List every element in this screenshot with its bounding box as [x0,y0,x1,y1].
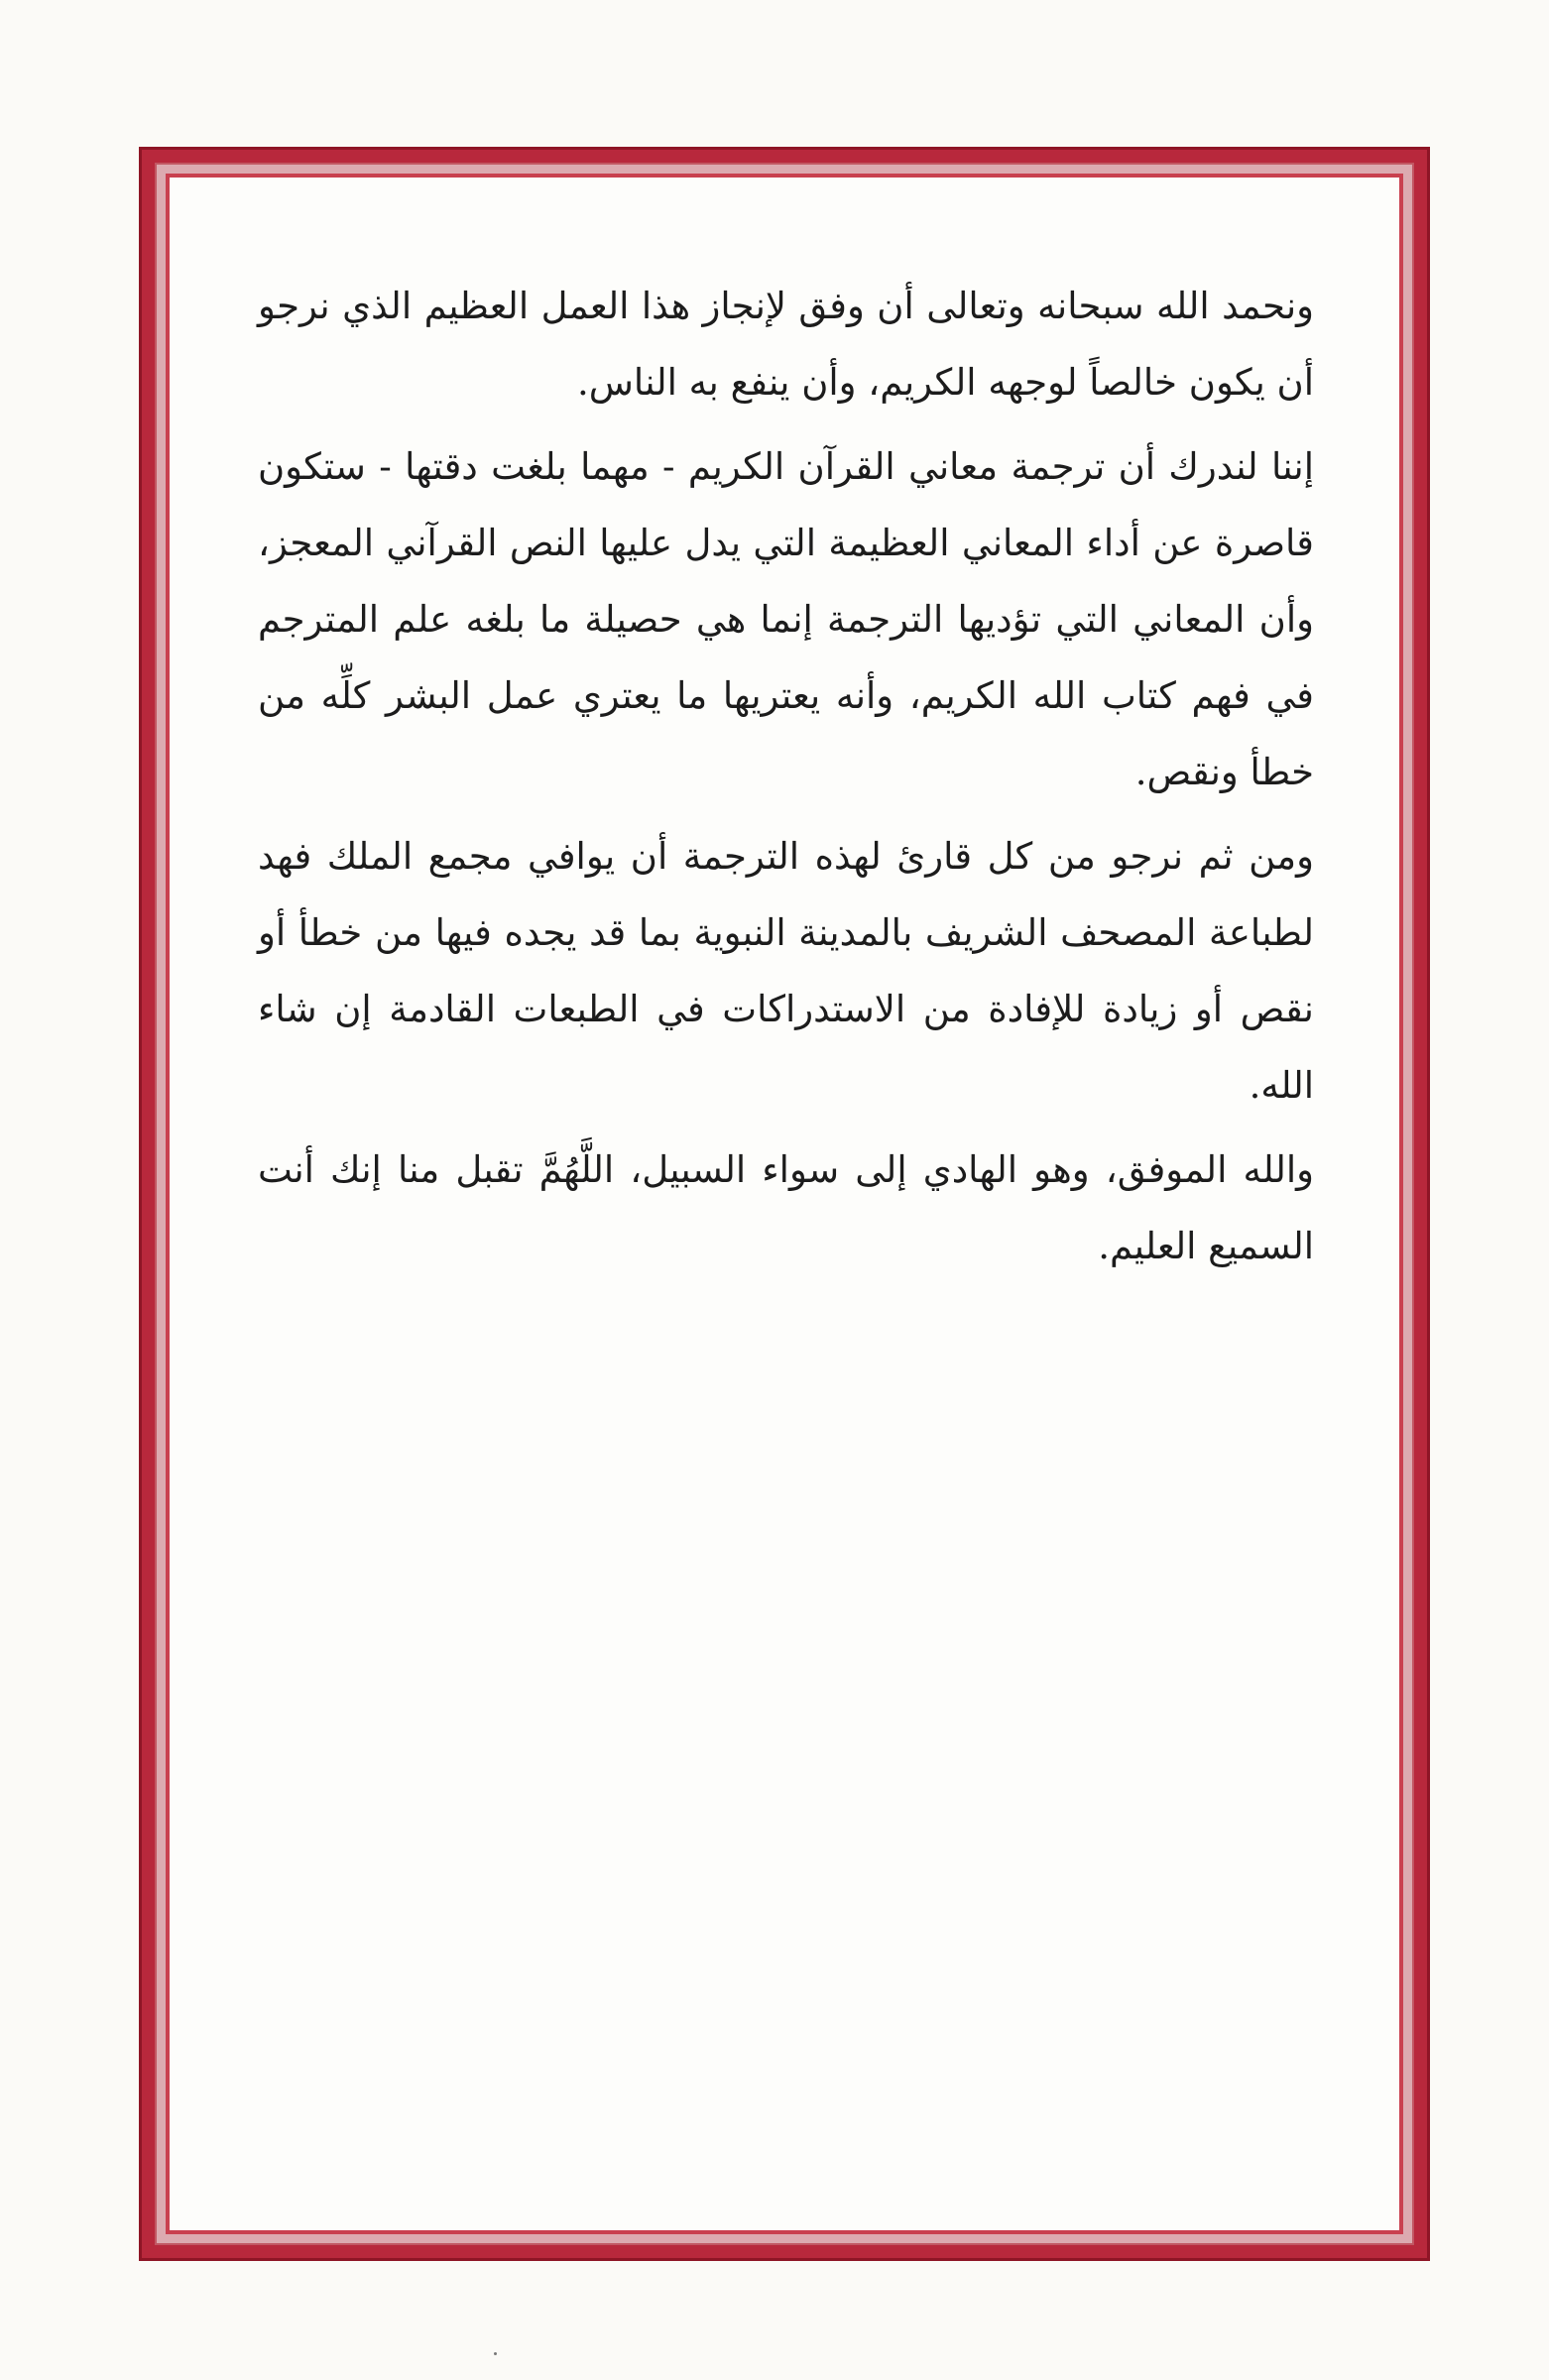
body-text [258,268,1314,1292]
paragraph-praise: ونحمد الله سبحانه وتعالى أن وفق لإنجاز هذا العمل العظيم الذي نرجو أن يكون خالصاً لوجهه الكريم، وأن ينفع به الناس. [258,285,1314,404]
paragraph-closing-prayer: والله الموفق، وهو الهادي إلى سواء السبيل، اللَّهُمَّ تقبل منا إنك أنت السميع العليم. [258,1148,1314,1267]
paragraph-request-feedback: ومن ثم نرجو من كل قارئ لهذه الترجمة أن يوافي مجمع الملك فهد لطباعة المصحف الشريف بالمدينة النبوية بما قد يجده فيها من خطأ أو نقص أو زيادة للإفادة من الاستدراكات في الطبعات القادمة إن شاء الله. [258,835,1314,1107]
print-speck [494,2352,497,2355]
paragraph-translation-limits: إننا لندرك أن ترجمة معاني القرآن الكريم - مهما بلغت دقتها - ستكون قاصرة عن أداء المعاني العظيمة التي يدل عليها النص القرآني المعجز، وأن المعاني التي تؤديها الترجمة إنما هي حصيلة ما بلغه علم المترجم في فهم كتاب الله الكريم، وأنه يعتريها ما يعتري عمل البشر كلِّه من خطأ ونقص. [258,445,1314,793]
